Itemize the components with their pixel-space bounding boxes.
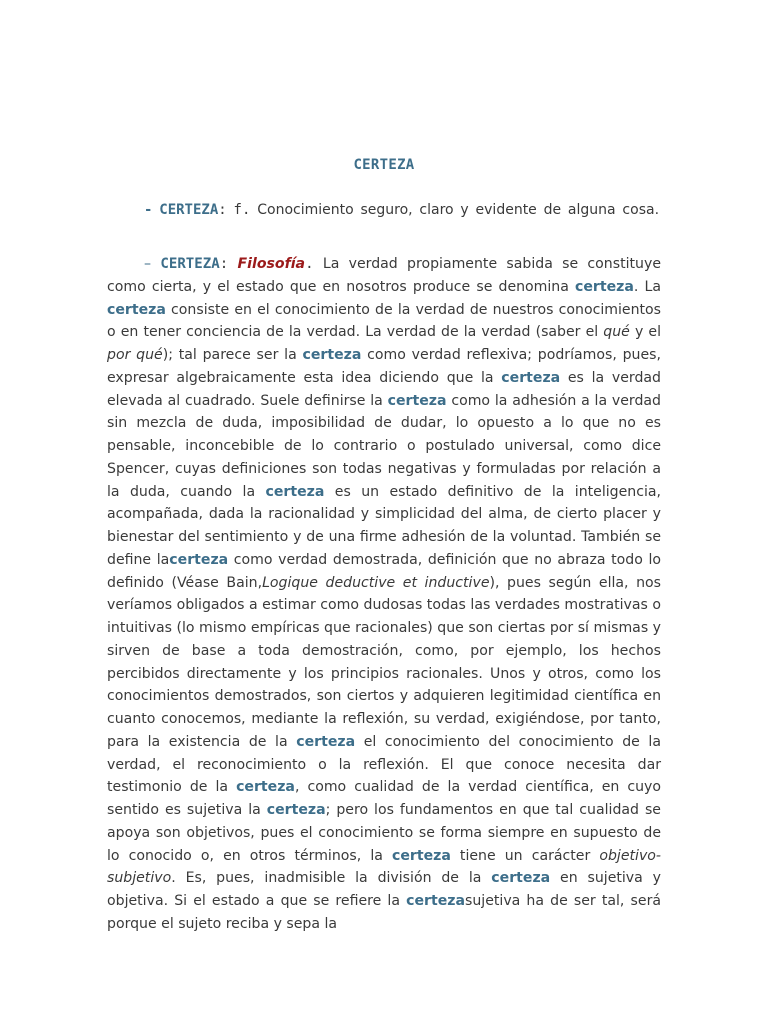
text-segment: como verdad demostrada, definición que no abraza todo lo definido (Véase Bain, xyxy=(107,551,661,591)
keyword-certeza: certeza xyxy=(266,802,326,818)
definition-general xyxy=(107,199,659,221)
keyword-certeza: certeza xyxy=(265,483,325,500)
text-segment: como la adhesión a la verdad sin mezcla de duda, imposibilidad de dudar, lo opuesto a lo que no es pensable, inconcebible de lo contrario o postulado universal, como dice Spencer, cuyas definiciones son todas negativas y formuladas por relación a la duda, cuando la xyxy=(107,392,661,500)
keyword-certeza: certeza xyxy=(387,392,447,409)
book-title: Logique deductive et inductive xyxy=(262,574,490,591)
italic-term: objetivo-subjetivo xyxy=(107,847,662,887)
field-period: . xyxy=(305,256,314,272)
text-segment: ; pero los fundamentos en que tal cualidad se apoya son objetivos, pues el conocimiento se forma siempre en supuesto de lo conocido o, en otros términos, la xyxy=(107,802,661,864)
keyword-certeza: certeza xyxy=(236,779,295,796)
definition-dash: - xyxy=(144,202,153,218)
text-segment: como verdad reflexiva; podríamos, pues, expresar algebraicamente esta idea diciendo que la xyxy=(107,347,661,386)
grammar-label: f. xyxy=(233,202,251,218)
keyword-certeza: certeza xyxy=(491,870,551,887)
definition-colon: : xyxy=(219,256,229,272)
text-segment: ), pues según ella, nos veríamos obligados a estimar como dudosas todas las verdades mostrativas o intuitivas (lo mismo empíricas que racionales) que son ciertas por sí mismas y sirven de base a toda demostración, como, por ejemplo, los hechos percibidos directamente y los principios racionales. Unos y otros, como los conocimientos demostrados, son ciertos y adquieren legitimidad científica en cuanto conocemos, mediante la reflexión, su verdad, exigiéndose, por tanto, para la existencia de la xyxy=(107,574,662,750)
document-title: CERTEZA xyxy=(353,157,415,173)
italic-term: por qué xyxy=(107,347,163,363)
text-segment: consiste en el conocimiento de la verdad de nuestros conocimientos o en tener conciencia de la verdad. La verdad de la verdad (saber el xyxy=(107,301,661,341)
italic-term: qué xyxy=(603,324,630,341)
text-segment: , como cualidad de la verdad científica, en cuyo sentido es sujetiva la xyxy=(107,779,661,818)
text-segment: sujetiva ha de ser tal, será porque el sujeto reciba y sepa la xyxy=(107,893,661,932)
definition-headword: CERTEZA xyxy=(159,202,219,218)
text-segment: en sujetiva y objetiva. Si el estado a que se refiere la xyxy=(107,870,661,909)
field-label: Filosofía xyxy=(237,256,306,272)
keyword-certeza: certeza xyxy=(406,893,466,909)
text-segment: . La xyxy=(633,278,661,295)
text-segment: es un estado definitivo de la inteligencia, acompañada, dada la racionalidad y simplicidad del alma, de cierto placer y bienestar del sentimiento y de una firme adhesión de la voluntad. También se define la xyxy=(107,483,662,568)
keyword-certeza: certeza xyxy=(169,551,229,568)
definition-philosophy xyxy=(107,253,661,936)
keyword-certeza: certeza xyxy=(107,301,166,318)
text-segment: La verdad propiamente sabida se constituye como cierta, y el estado que en nosotros produce se denomina xyxy=(107,256,661,295)
keyword-certeza: certeza xyxy=(575,278,634,295)
keyword-certeza: certeza xyxy=(501,369,561,386)
text-segment: . Es, pues, inadmisible la división de la xyxy=(171,870,492,887)
definition-headword: CERTEZA xyxy=(160,256,220,272)
definition-text: Conocimiento seguro, claro y evidente de alguna cosa. xyxy=(257,202,660,218)
text-segment: es la verdad elevada al cuadrado. Suele definirse la xyxy=(107,369,661,409)
text-segment: tiene un carácter xyxy=(450,847,600,864)
keyword-certeza: certeza xyxy=(302,347,362,363)
text-segment: y el xyxy=(629,324,661,341)
definition-dash: – xyxy=(144,256,152,272)
definition-colon: : xyxy=(218,202,227,218)
keyword-certeza: certeza xyxy=(391,847,451,864)
text-segment: ); tal parece ser la xyxy=(162,347,303,363)
keyword-certeza: certeza xyxy=(296,733,356,750)
text-segment: el conocimiento del conocimiento de la verdad, el reconocimiento o la reflexión. El que conoce necesita dar testimonio de la xyxy=(107,733,661,796)
